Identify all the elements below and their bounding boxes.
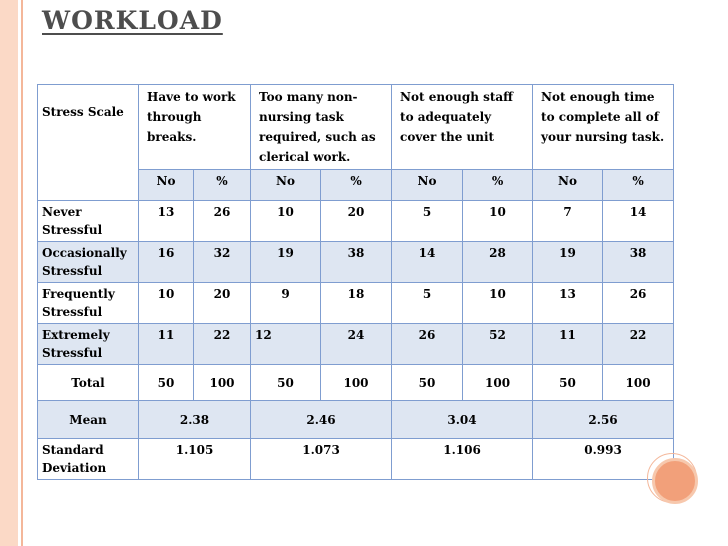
table-cell: 10 bbox=[463, 201, 533, 242]
mean-cell: 3.04 bbox=[392, 401, 533, 439]
subheader-no: No bbox=[533, 170, 603, 201]
table-cell: 12 bbox=[251, 324, 321, 365]
table-cell: 26 bbox=[603, 283, 674, 324]
table-cell: 20 bbox=[194, 283, 251, 324]
table-cell: 22 bbox=[603, 324, 674, 365]
table-cell: 100 bbox=[194, 365, 251, 401]
table-cell: 100 bbox=[463, 365, 533, 401]
table-cell: 10 bbox=[139, 283, 194, 324]
column-header-time: Not enough time to complete all of your nursing task. bbox=[533, 85, 674, 170]
row-label: Never Stressful bbox=[38, 201, 139, 242]
row-label: Standard Deviation bbox=[38, 439, 139, 480]
table-cell: 14 bbox=[603, 201, 674, 242]
mean-cell: 2.56 bbox=[533, 401, 674, 439]
sd-cell: 1.073 bbox=[251, 439, 392, 480]
table-row-frequently bbox=[38, 283, 674, 324]
column-header-non-nursing: Too many non-nursing task required, such as clerical work. bbox=[251, 85, 392, 170]
sd-cell: 1.105 bbox=[139, 439, 251, 480]
subheader-no: No bbox=[251, 170, 321, 201]
table-cell: 50 bbox=[139, 365, 194, 401]
row-label: Extremely Stressful bbox=[38, 324, 139, 365]
row-label: Frequently Stressful bbox=[38, 283, 139, 324]
mean-cell: 2.46 bbox=[251, 401, 392, 439]
table-cell: 38 bbox=[603, 242, 674, 283]
table-cell: 32 bbox=[194, 242, 251, 283]
table-row-total bbox=[38, 365, 674, 401]
table-row-mean bbox=[38, 401, 674, 439]
row-label: Total bbox=[38, 365, 139, 401]
table-cell: 18 bbox=[321, 283, 392, 324]
table-cell: 50 bbox=[251, 365, 321, 401]
table-cell: 19 bbox=[251, 242, 321, 283]
table-cell: 13 bbox=[139, 201, 194, 242]
table-cell: 7 bbox=[533, 201, 603, 242]
table-cell: 52 bbox=[463, 324, 533, 365]
subheader-no: No bbox=[139, 170, 194, 201]
table-cell: 14 bbox=[392, 242, 463, 283]
page-title: WORKLOAD bbox=[42, 6, 223, 35]
table-row-occasionally bbox=[38, 242, 674, 283]
table-cell: 20 bbox=[321, 201, 392, 242]
table-cell: 5 bbox=[392, 283, 463, 324]
table-cell: 11 bbox=[139, 324, 194, 365]
sd-cell: 0.993 bbox=[533, 439, 674, 480]
row-label: Occasionally Stressful bbox=[38, 242, 139, 283]
column-header-breaks: Have to work through breaks. bbox=[139, 85, 251, 170]
table-cell: 26 bbox=[194, 201, 251, 242]
column-header-staff: Not enough staff to adequately cover the unit bbox=[392, 85, 533, 170]
table-cell: 50 bbox=[533, 365, 603, 401]
table-row-extremely bbox=[38, 324, 674, 365]
subheader-pct: % bbox=[321, 170, 392, 201]
subheader-pct: % bbox=[603, 170, 674, 201]
subheader-pct: % bbox=[194, 170, 251, 201]
table-cell: 22 bbox=[194, 324, 251, 365]
sd-cell: 1.106 bbox=[392, 439, 533, 480]
table-cell: 38 bbox=[321, 242, 392, 283]
table-cell: 24 bbox=[321, 324, 392, 365]
table-cell: 10 bbox=[251, 201, 321, 242]
decorative-circle bbox=[652, 458, 698, 504]
table-row-sd bbox=[38, 439, 674, 480]
table-cell: 26 bbox=[392, 324, 463, 365]
table-cell: 100 bbox=[321, 365, 392, 401]
table-cell: 9 bbox=[251, 283, 321, 324]
table-cell: 5 bbox=[392, 201, 463, 242]
table-cell: 13 bbox=[533, 283, 603, 324]
row-header-stress-scale: Stress Scale bbox=[38, 85, 139, 201]
table-cell: 16 bbox=[139, 242, 194, 283]
decorative-left-border bbox=[0, 0, 18, 546]
mean-cell: 2.38 bbox=[139, 401, 251, 439]
table-cell: 100 bbox=[603, 365, 674, 401]
subheader-pct: % bbox=[463, 170, 533, 201]
table-cell: 28 bbox=[463, 242, 533, 283]
table-header-row bbox=[38, 85, 674, 170]
row-label: Mean bbox=[38, 401, 139, 439]
table-cell: 50 bbox=[392, 365, 463, 401]
subheader-no: No bbox=[392, 170, 463, 201]
table-row-never bbox=[38, 201, 674, 242]
workload-table bbox=[37, 84, 674, 480]
decorative-left-line bbox=[21, 0, 23, 546]
table-cell: 11 bbox=[533, 324, 603, 365]
table-cell: 10 bbox=[463, 283, 533, 324]
table-cell: 19 bbox=[533, 242, 603, 283]
